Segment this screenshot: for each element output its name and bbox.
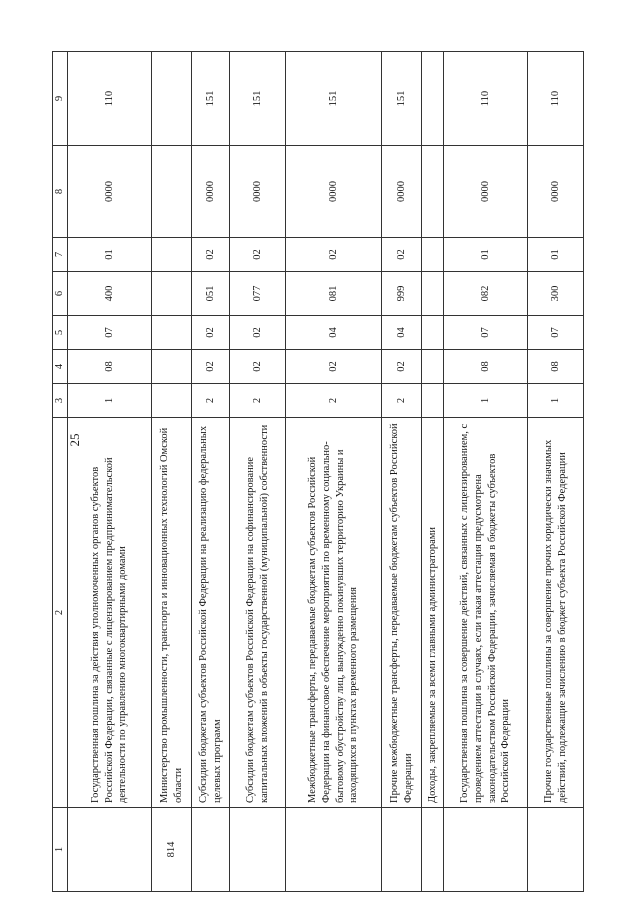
code-cell: 110 [528,52,584,146]
header-cell: 9 [53,52,68,146]
code-cell: 07 [528,316,584,350]
rotated-table-wrapper [52,52,612,892]
code-cell [152,238,192,272]
table-row [444,52,528,892]
code-cell: 02 [192,238,230,272]
code-cell: 01 [528,238,584,272]
revenue-name: Прочие государственные пошлины за совершение прочих юридически значимых действий, подлежащие зачислению в бюджет субъекта Российской Федерации [528,418,584,808]
code-cell: 02 [192,316,230,350]
code-cell: 04 [286,316,382,350]
code-cell [422,272,444,316]
code-cell: 02 [286,350,382,384]
code-cell [422,238,444,272]
administrator-code [230,808,286,892]
code-cell: 02 [382,238,422,272]
code-cell: 08 [444,350,528,384]
code-cell: 051 [192,272,230,316]
code-cell: 01 [68,238,152,272]
code-cell: 110 [68,52,152,146]
code-cell: 0000 [286,146,382,238]
code-cell [422,316,444,350]
code-cell: 08 [528,350,584,384]
administrator-code [192,808,230,892]
code-cell: 0000 [192,146,230,238]
code-cell: 1 [444,384,528,418]
code-cell [152,52,192,146]
code-cell [152,272,192,316]
header-cell: 2 [53,418,68,808]
header-cell: 4 [53,350,68,384]
code-cell: 151 [286,52,382,146]
revenue-name: Субсидии бюджетам субъектов Российской Федерации на реализацию федеральных целевых программ [192,418,230,808]
code-cell: 02 [382,350,422,384]
code-cell [152,350,192,384]
administrator-code [68,808,152,892]
code-cell [152,146,192,238]
code-cell: 0000 [528,146,584,238]
revenue-name: Государственная пошлина за действия уполномоченных органов субъектов Российской Федерации, связанные с лицензированием предпринимательской деятельности по управлению многоквартирными домами [68,418,152,808]
code-cell [152,384,192,418]
code-cell [422,384,444,418]
code-cell: 07 [68,316,152,350]
administrator-code [286,808,382,892]
code-cell: 999 [382,272,422,316]
page-number: 25 [67,433,82,447]
code-cell [152,316,192,350]
code-cell: 0000 [382,146,422,238]
code-cell [422,52,444,146]
header-cell: 3 [53,384,68,418]
code-cell: 02 [230,238,286,272]
code-cell: 01 [444,238,528,272]
code-cell: 02 [286,238,382,272]
revenue-name: Доходы, закрепляемые за всеми главными администраторами [422,418,444,808]
code-cell [422,146,444,238]
code-cell: 400 [68,272,152,316]
table-row [382,52,422,892]
table-row [286,52,382,892]
code-cell: 077 [230,272,286,316]
table-row [192,52,230,892]
code-cell: 2 [382,384,422,418]
revenue-name: Межбюджетные трансферты, передаваемые бюджетам субъектов Российской Федерации на финансовое обеспечение мероприятий по временному социально-бытовому обустройству лиц, вынужденно покинувших территорию Украины и находящихся в пунктах временного размещения [286,418,382,808]
header-cell: 5 [53,316,68,350]
revenue-name: Министерство промышленности, транспорта и инновационных технологий Омской области [152,418,192,808]
code-cell: 02 [230,316,286,350]
budget-classification-table [52,51,584,892]
header-cell: 1 [53,808,68,892]
code-cell: 2 [192,384,230,418]
code-cell: 0000 [230,146,286,238]
code-cell: 2 [286,384,382,418]
table-row [68,52,152,892]
code-cell: 151 [230,52,286,146]
administrator-code [444,808,528,892]
code-cell: 151 [382,52,422,146]
code-cell: 04 [382,316,422,350]
header-row [53,52,68,892]
code-cell: 1 [528,384,584,418]
administrator-code [528,808,584,892]
code-cell: 02 [230,350,286,384]
code-cell: 110 [444,52,528,146]
administrator-code [382,808,422,892]
table-row [230,52,286,892]
code-cell: 02 [192,350,230,384]
code-cell: 1 [68,384,152,418]
table-row [422,52,444,892]
code-cell: 082 [444,272,528,316]
administrator-code: 814 [152,808,192,892]
revenue-name: Субсидии бюджетам субъектов Российской Федерации на софинансирование капитальных вложений в объекты государственной (муниципальной) собственности [230,418,286,808]
header-cell: 6 [53,272,68,316]
code-cell: 0000 [444,146,528,238]
code-cell: 07 [444,316,528,350]
table-row [528,52,584,892]
header-cell: 7 [53,238,68,272]
header-cell: 8 [53,146,68,238]
administrator-code [422,808,444,892]
code-cell: 08 [68,350,152,384]
code-cell: 0000 [68,146,152,238]
code-cell: 300 [528,272,584,316]
revenue-name: Государственная пошлина за совершение действий, связанных с лицензированием, с проведением аттестации в случаях, если такая аттестация предусмотрена законодательством Российской Федерации, зачисляемая в бюджеты субъектов Российской Федерации [444,418,528,808]
code-cell [422,350,444,384]
code-cell: 081 [286,272,382,316]
table-row [152,52,192,892]
code-cell: 2 [230,384,286,418]
revenue-name: Прочие межбюджетные трансферты, передаваемые бюджетам субъектов Российской Федерации [382,418,422,808]
code-cell: 151 [192,52,230,146]
